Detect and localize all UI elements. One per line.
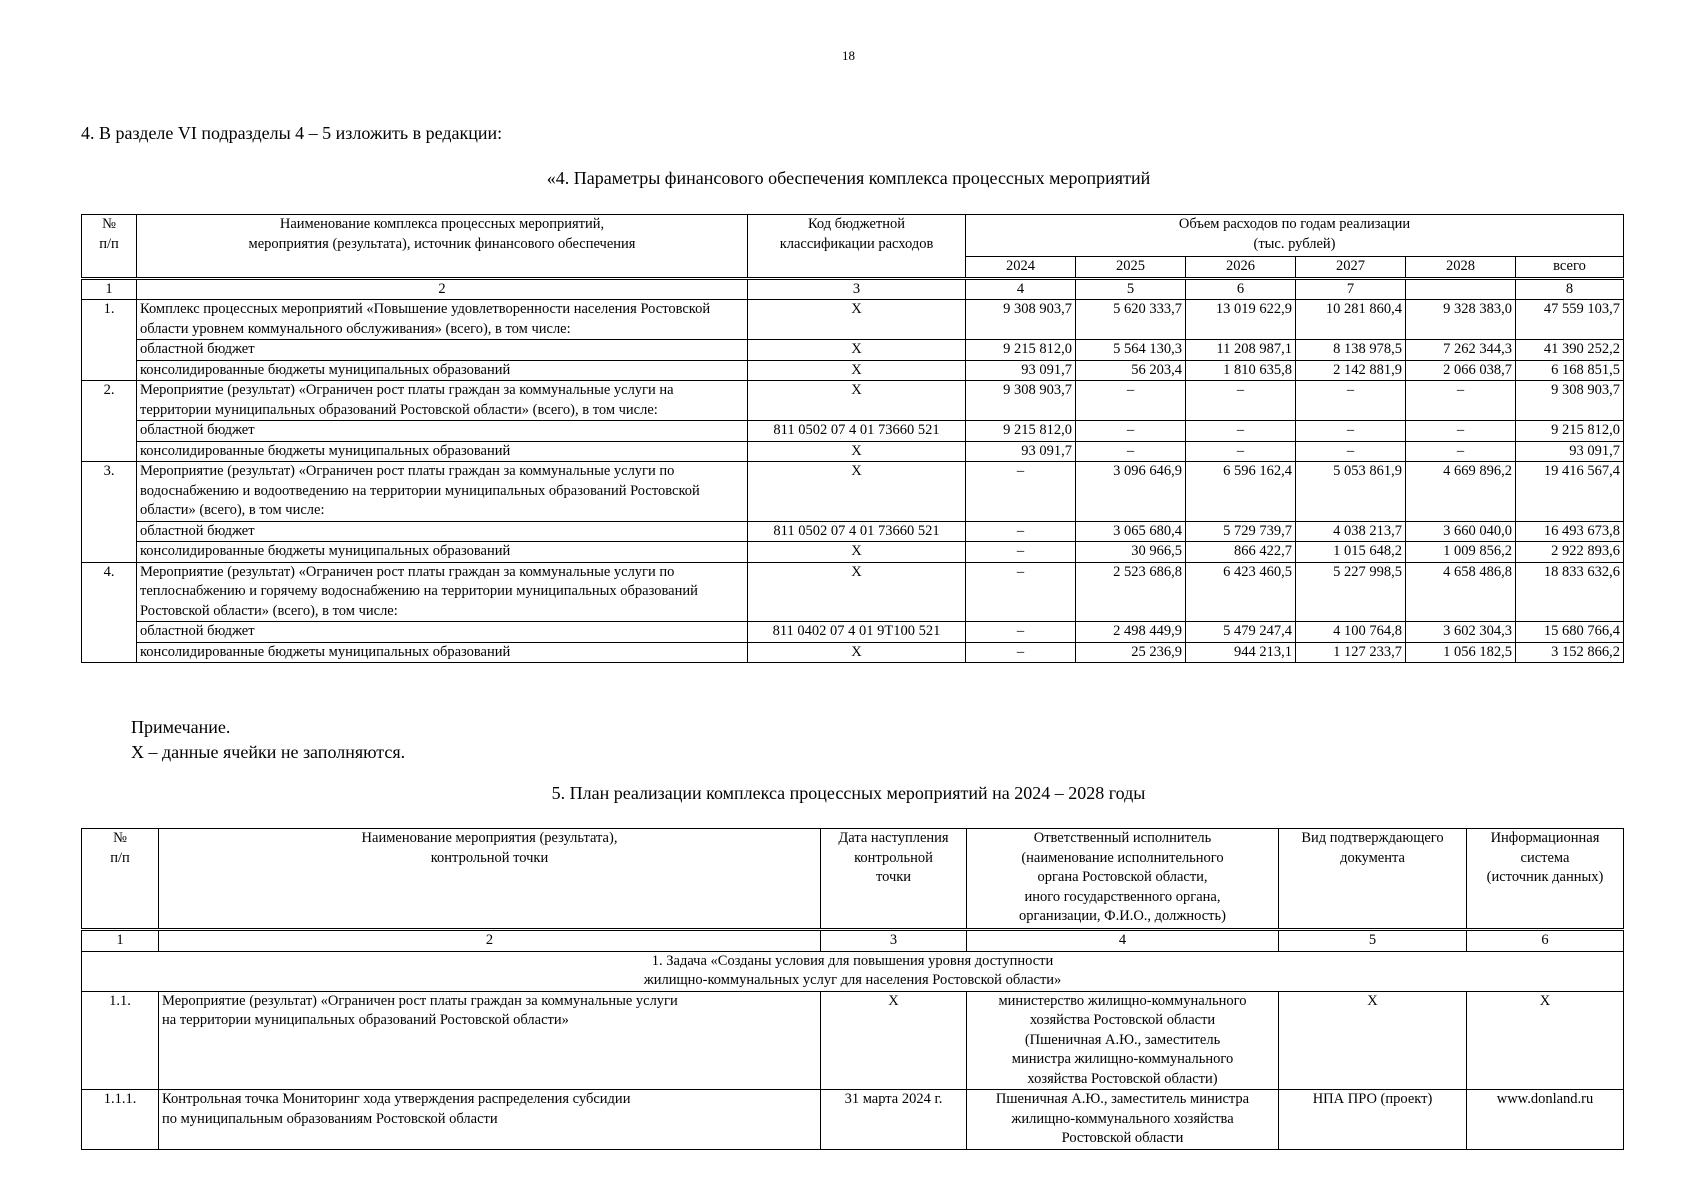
row-value: 93 091,7 <box>1516 441 1624 462</box>
row-name: консолидированные бюджеты муниципальных образований <box>137 642 748 663</box>
table-row <box>82 462 1624 522</box>
table-row <box>82 542 1624 563</box>
row-value: 2 066 038,7 <box>1406 360 1516 381</box>
header-num: № п/п <box>82 215 137 279</box>
row-value: 3 602 304,3 <box>1406 622 1516 643</box>
row-value: 4 669 896,2 <box>1406 462 1516 522</box>
row-value: – <box>1186 441 1296 462</box>
row-value: 93 091,7 <box>966 441 1076 462</box>
row-value: 6 423 460,5 <box>1186 562 1296 622</box>
column-number: 4 <box>966 278 1076 300</box>
row-budget-code: X <box>748 542 966 563</box>
plan-header-num: № п/п <box>82 829 159 930</box>
header-year: 2025 <box>1076 257 1186 279</box>
row-budget-code: X <box>748 300 966 340</box>
row-value: 3 096 646,9 <box>1076 462 1186 522</box>
row-name: Мероприятие (результат) «Ограничен рост платы граждан за коммунальные услуги по теплоснабжению и горячему водоснабжению на территории муниципальных образований Ростовской области» (всего), в том числе: <box>137 562 748 622</box>
row-value: 7 262 344,3 <box>1406 340 1516 361</box>
plan-row-name: Мероприятие (результат) «Ограничен рост платы граждан за коммунальные услуги на территории муниципальных образований Ростовской области» <box>159 991 821 1090</box>
row-value: 3 660 040,0 <box>1406 521 1516 542</box>
row-value: 5 479 247,4 <box>1186 622 1296 643</box>
row-value: – <box>1296 441 1406 462</box>
row-name: Комплекс процессных мероприятий «Повышение удовлетворенности населения Ростовской области уровнем коммунального обслуживания» (всего), в том числе: <box>137 300 748 340</box>
row-value: 4 100 764,8 <box>1296 622 1406 643</box>
row-value: – <box>966 642 1076 663</box>
table-row <box>82 521 1624 542</box>
row-value: 9 308 903,7 <box>966 381 1076 421</box>
row-value: 1 127 233,7 <box>1296 642 1406 663</box>
header-year: 2028 <box>1406 257 1516 279</box>
row-budget-code: X <box>748 462 966 522</box>
row-value: 3 065 680,4 <box>1076 521 1186 542</box>
column-number: 6 <box>1186 278 1296 300</box>
column-number: 3 <box>821 930 967 952</box>
plan-header-name: Наименование мероприятия (результата), контрольной точки <box>159 829 821 930</box>
plan-task-row: 1. Задача «Созданы условия для повышения уровня доступности жилищно-коммунальных услуг для населения Ростовской области» <box>82 951 1624 991</box>
plan-row-doc: X <box>1279 991 1467 1090</box>
row-value: 1 810 635,8 <box>1186 360 1296 381</box>
row-value: – <box>966 562 1076 622</box>
row-budget-code: X <box>748 360 966 381</box>
table-row <box>82 642 1624 663</box>
row-value: 8 138 978,5 <box>1296 340 1406 361</box>
row-value: 5 053 861,9 <box>1296 462 1406 522</box>
row-value: 13 019 622,9 <box>1186 300 1296 340</box>
column-number: 2 <box>159 930 821 952</box>
row-value: – <box>1186 381 1296 421</box>
row-budget-code: X <box>748 441 966 462</box>
row-name: Мероприятие (результат) «Ограничен рост платы граждан за коммунальные услуги на территории муниципальных образований Ростовской области» (всего), в том числе: <box>137 381 748 421</box>
row-value: 15 680 766,4 <box>1516 622 1624 643</box>
row-value: – <box>966 542 1076 563</box>
column-number: 1 <box>82 278 137 300</box>
row-value: – <box>966 622 1076 643</box>
row-value: – <box>1186 421 1296 442</box>
page-number: 18 <box>842 48 855 63</box>
row-number: 3. <box>82 462 137 563</box>
plan-row-system: X <box>1467 991 1624 1090</box>
column-number: 5 <box>1279 930 1467 952</box>
plan-row-doc: НПА ПРО (проект) <box>1279 1090 1467 1150</box>
column-number: 7 <box>1296 278 1406 300</box>
row-value: 9 308 903,7 <box>1516 381 1624 421</box>
row-value: 5 564 130,3 <box>1076 340 1186 361</box>
table-row <box>82 622 1624 643</box>
plan-row-date: 31 марта 2024 г. <box>821 1090 967 1150</box>
row-value: 2 922 893,6 <box>1516 542 1624 563</box>
table-row <box>82 421 1624 442</box>
header-year: 2026 <box>1186 257 1296 279</box>
row-value: 2 498 449,9 <box>1076 622 1186 643</box>
row-value: – <box>966 521 1076 542</box>
plan-row-system: www.donland.ru <box>1467 1090 1624 1150</box>
row-value: – <box>966 462 1076 522</box>
row-value: – <box>1296 381 1406 421</box>
row-value: 1 056 182,5 <box>1406 642 1516 663</box>
column-number: 8 <box>1516 278 1624 300</box>
row-value: – <box>1296 421 1406 442</box>
row-name: областной бюджет <box>137 421 748 442</box>
row-value: 5 729 739,7 <box>1186 521 1296 542</box>
row-value: 30 966,5 <box>1076 542 1186 563</box>
intro-text: 4. В разделе VI подразделы 4 – 5 изложить в редакции: <box>81 123 503 143</box>
row-value: 9 308 903,7 <box>966 300 1076 340</box>
table-row <box>82 300 1624 340</box>
row-value: – <box>1076 381 1186 421</box>
row-number: 4. <box>82 562 137 663</box>
row-value: 2 523 686,8 <box>1076 562 1186 622</box>
row-budget-code: X <box>748 562 966 622</box>
row-name: консолидированные бюджеты муниципальных образований <box>137 360 748 381</box>
row-value: – <box>1406 441 1516 462</box>
row-budget-code: 811 0502 07 4 01 73660 521 <box>748 421 966 442</box>
row-value: 1 009 856,2 <box>1406 542 1516 563</box>
row-value: 5 227 998,5 <box>1296 562 1406 622</box>
row-value: 5 620 333,7 <box>1076 300 1186 340</box>
row-value: 47 559 103,7 <box>1516 300 1624 340</box>
plan-row-name: Контрольная точка Мониторинг хода утверждения распределения субсидии по муниципальным образованиям Ростовской области <box>159 1090 821 1150</box>
plan-header-responsible: Ответственный исполнитель (наименование исполнительного органа Ростовской области, иного государственного органа, организации, Ф.И.О., должность) <box>967 829 1279 930</box>
note-text: X – данные ячейки не заполняются. <box>131 742 406 762</box>
row-value: 16 493 673,8 <box>1516 521 1624 542</box>
column-number: 6 <box>1467 930 1624 952</box>
row-name: областной бюджет <box>137 622 748 643</box>
row-value: 4 658 486,8 <box>1406 562 1516 622</box>
row-number: 2. <box>82 381 137 462</box>
plan-header-doc: Вид подтверждающего документа <box>1279 829 1467 930</box>
row-value: 9 215 812,0 <box>1516 421 1624 442</box>
row-value: – <box>1076 421 1186 442</box>
row-name: областной бюджет <box>137 340 748 361</box>
row-budget-code: X <box>748 642 966 663</box>
header-year: 2027 <box>1296 257 1406 279</box>
column-number <box>1406 278 1516 300</box>
row-name: консолидированные бюджеты муниципальных образований <box>137 441 748 462</box>
row-value: 25 236,9 <box>1076 642 1186 663</box>
row-value: 18 833 632,6 <box>1516 562 1624 622</box>
row-value: 11 208 987,1 <box>1186 340 1296 361</box>
row-value: 9 328 383,0 <box>1406 300 1516 340</box>
row-value: 19 416 567,4 <box>1516 462 1624 522</box>
row-number: 1. <box>82 300 137 381</box>
row-value: 1 015 648,2 <box>1296 542 1406 563</box>
plan-row-responsible: Пшеничная А.Ю., заместитель министра жилищно-коммунального хозяйства Ростовской области <box>967 1090 1279 1150</box>
row-value: 944 213,1 <box>1186 642 1296 663</box>
note-title: Примечание. <box>131 717 231 737</box>
header-year: 2024 <box>966 257 1076 279</box>
row-value: 10 281 860,4 <box>1296 300 1406 340</box>
column-number: 2 <box>137 278 748 300</box>
plan-row-responsible: министерство жилищно-коммунального хозяйства Ростовской области (Пшеничная А.Ю., заместитель министра жилищно-коммунального хозяйства Ростовской области) <box>967 991 1279 1090</box>
table-row <box>82 340 1624 361</box>
plan-row-date: X <box>821 991 967 1090</box>
table5-title: 5. План реализации комплекса процессных мероприятий на 2024 – 2028 годы <box>551 783 1146 803</box>
row-value: – <box>1406 421 1516 442</box>
column-number: 5 <box>1076 278 1186 300</box>
row-value: 3 152 866,2 <box>1516 642 1624 663</box>
row-budget-code: 811 0502 07 4 01 73660 521 <box>748 521 966 542</box>
row-value: 9 215 812,0 <box>966 340 1076 361</box>
row-name: Мероприятие (результат) «Ограничен рост платы граждан за коммунальные услуги по водоснабжению и водоотведению на территории муниципальных образований Ростовской области» (всего), в том числе: <box>137 462 748 522</box>
column-number: 3 <box>748 278 966 300</box>
row-name: консолидированные бюджеты муниципальных образований <box>137 542 748 563</box>
row-value: 56 203,4 <box>1076 360 1186 381</box>
row-budget-code: 811 0402 07 4 01 9T100 521 <box>748 622 966 643</box>
table-row <box>82 562 1624 622</box>
plan-header-system: Информационная система (источник данных) <box>1467 829 1624 930</box>
column-number: 1 <box>82 930 159 952</box>
header-volume: Объем расходов по годам реализации (тыс. рублей) <box>966 215 1624 257</box>
row-value: 2 142 881,9 <box>1296 360 1406 381</box>
row-name: областной бюджет <box>137 521 748 542</box>
row-value: 4 038 213,7 <box>1296 521 1406 542</box>
header-name: Наименование комплекса процессных мероприятий, мероприятия (результата), источник финансового обеспечения <box>137 215 748 279</box>
financing-table <box>81 214 1624 663</box>
table-row <box>82 381 1624 421</box>
table-row <box>82 991 1624 1090</box>
header-code: Код бюджетной классификации расходов <box>748 215 966 279</box>
column-number: 4 <box>967 930 1279 952</box>
note <box>131 715 405 765</box>
implementation-plan-table <box>81 828 1624 1150</box>
row-budget-code: X <box>748 381 966 421</box>
row-value: 6 168 851,5 <box>1516 360 1624 381</box>
table4-title: «4. Параметры финансового обеспечения комплекса процессных мероприятий <box>546 168 1151 188</box>
plan-header-date: Дата наступления контрольной точки <box>821 829 967 930</box>
table-row <box>82 441 1624 462</box>
row-budget-code: X <box>748 340 966 361</box>
row-value: – <box>1076 441 1186 462</box>
plan-row-number: 1.1. <box>82 991 159 1090</box>
row-value: 9 215 812,0 <box>966 421 1076 442</box>
row-value: 6 596 162,4 <box>1186 462 1296 522</box>
row-value: – <box>1406 381 1516 421</box>
row-value: 93 091,7 <box>966 360 1076 381</box>
header-year: всего <box>1516 257 1624 279</box>
table-row <box>82 1090 1624 1150</box>
row-value: 866 422,7 <box>1186 542 1296 563</box>
plan-row-number: 1.1.1. <box>82 1090 159 1150</box>
table-row <box>82 360 1624 381</box>
row-value: 41 390 252,2 <box>1516 340 1624 361</box>
